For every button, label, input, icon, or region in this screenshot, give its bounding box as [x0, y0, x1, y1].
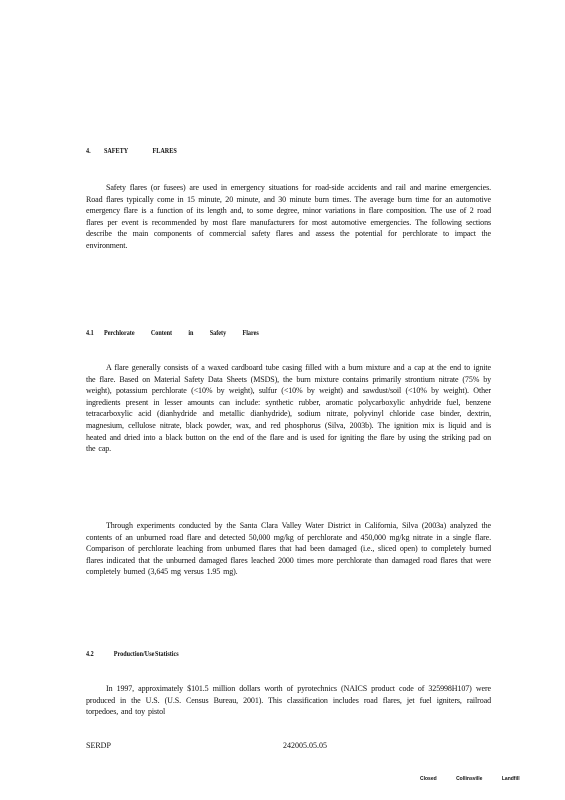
- section-4-1-heading: [86, 328, 259, 337]
- section-4-paragraph: Safety flares (or fusees) are used in emergency situations for road-side accidents and rail and marine emergencies. Road flares typically come in 15 minute, 20 minute, and 30 minute burn times. The average burn time for an automotive emergency flare is a function of its length and, to some degree, minor variations in flare composition. The use of 2 road flares per event is recommended by most flare manufacturers for most automotive emergencies. The following sections describe the main components of commercial safety flares and assess the potential for perchlorate to impact the environment.: [86, 183, 491, 250]
- bottom-label-landfill: Landfill: [501, 776, 520, 782]
- section-4-2-title: Production/Use Statistics: [113, 649, 179, 658]
- section-4-title: SAFETY FLARES: [103, 146, 177, 155]
- section-4-2-paragraph: In 1997, approximately $101.5 million dollars worth of pyrotechnics (NAICS product code of 325998H107) were produced in the U.S. (U.S. Census Bureau, 2001). This classification includes road flares, jet fuel igniters, railroad torpedoes, and toy pistol: [86, 684, 491, 717]
- section-4-heading: [86, 146, 177, 155]
- section-4-1-title: Perchlorate Content in Safety Flares: [103, 328, 259, 337]
- footer-left: SERDP: [86, 741, 111, 750]
- section-4-1-number: 4.1: [86, 328, 94, 337]
- bottom-labels: [420, 776, 538, 782]
- section-4-1-paragraph-2: Through experiments conducted by the Santa Clara Valley Water District in California, Silva (2003a) analyzed the contents of an unburned road flare and detected 50,000 mg/kg of perchlorate and 450,000 mg/kg nitrate in a single flare. Comparison of perchlorate leaching from unburned flares that had been damaged (i.e., sliced open) to completely burned flares indicated that the unburned damaged flares leached 2000 times more perchlorate than damaged road flares that were completely burned (3,645 mg versus 1.95 mg).: [86, 521, 491, 577]
- bottom-label-collinsville: Collinsville: [456, 776, 483, 782]
- bottom-label-closed: Closed: [420, 776, 437, 782]
- section-4-2-number: 4.2: [86, 649, 94, 658]
- section-4-number: 4.: [86, 146, 91, 155]
- section-4-1-paragraph-1: A flare generally consists of a waxed cardboard tube casing filled with a burn mixture and a cap at the end to ignite the flare. Based on Material Safety Data Sheets (MSDS), the burn mixture contains primarily strontium nitrate (75% by weight), potassium perchlorate (<10% by weight), sulfur (<10% by weight) and sawdust/soil (<10% by weight). Other ingredients present in lesser amounts can include: synthetic rubber, aromatic polycarboxylic anhydride fuel, benzene tetracarboxylic acid (dianhydride and metallic dianhydride), sodium nitrate, polyvinyl chloride case binder, dextrin, magnesium, cellulose nitrate, black powder, wax, and red phosphorus (Silva, 2003b). The ignition mix is liquid and is heated and dried into a black button on the end of the flare and is used for igniting the flare by using the striking pad on the cap.: [86, 363, 491, 454]
- footer-date: 242005.05.05: [283, 741, 327, 750]
- section-4-2-heading: [86, 649, 179, 658]
